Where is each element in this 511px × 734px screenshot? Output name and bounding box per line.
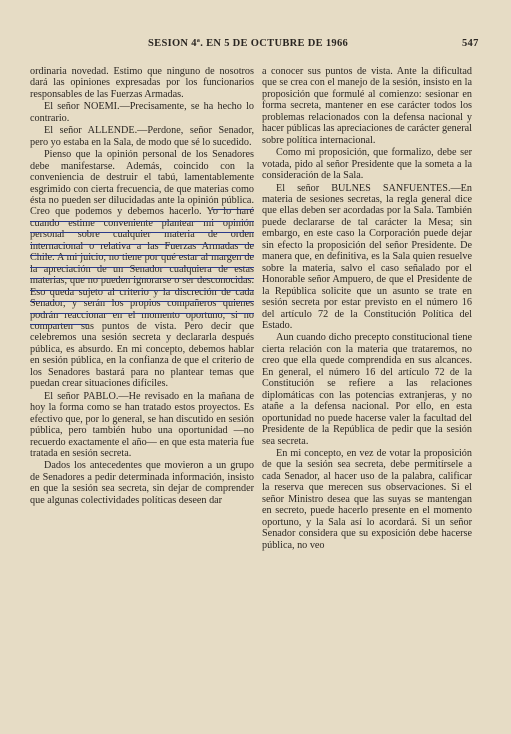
ink-underline xyxy=(30,278,254,279)
ink-underline xyxy=(30,221,254,222)
paragraph: Como mi proposición, que formalizo, debe ser votada, pido al señor Presidente que la someta a la consideración de la Sala. xyxy=(262,147,472,182)
ink-underline xyxy=(30,324,88,325)
ink-underline xyxy=(30,301,254,302)
paragraph: Aun cuando dicho precepto constitucional tiene cierta relación con la materia que trataremos, no creo que ella quede comprendida en sus alcances. En general, el número 16 del artículo 72 de la Constitución se refiere a las relaciones diplomáticas con las potencias extranjeras, y no atañe a la defensa nacional. Por ello, en esta oportunidad no puede hacerse valer la facultad del Presidente de la República de pedir que la sesión sea secreta. xyxy=(262,332,472,447)
paragraph: a conocer sus puntos de vista. Ante la dificultad que se crea con el manejo de la sesión, insisto en la proposición que formulé al comienzo: sesionar en forma secreta, mantener en ese carácter todos los problemas relacionados con la defensa nacional y hacer públicas las apreciaciones de carácter general sobre política internacional. xyxy=(262,66,472,146)
ink-underline xyxy=(30,255,254,256)
paragraph: Pienso que la opinión personal de los Senadores debe manifestarse. Además, coincido con la conveniencia de destruir el tabú, lamentablemente esgrimido con cierta frecuencia, de que materias como ésta no pueden ser dilucidadas ante la opinión pública. Creo que podemos y debemos hacerlo. Yo lo haré cuando estime conveniente plantear mi opinión personal sobre cualquier materia de orden internacional o relativa a las Fuerzas Armadas de Chile. A mi juicio, no tiene por qué estar al margen de la apreciación de un Senador cualquiera de estas materias, que no pueden ignorarse o ser desconocidas. Eso queda sujeto al criterio y la discreción de cada Senador, y serán los propios compañeros quienes podrán reaccionar en el momento oportuno, si no comparten sus puntos de vista. Pero decir que celebremos una sesión secreta y declararla después pública, es absurdo. En mi concepto, debemos hablar en sesión pública, en la confianza de que el criterio de los Senadores bastará para no plantear temas que puedan crear situaciones difíciles. xyxy=(30,149,254,390)
paragraph: El señor ALLENDE.—Perdone, señor Senador, pero yo estaba en la Sala, de modo que sé lo sucedido. xyxy=(30,125,254,148)
paragraph: Dados los antecedentes que movieron a un grupo de Senadores a pedir determinada información, insisto en que la sesión sea secreta, sin dejar de comprender que algunas colectividades políticas deseen dar xyxy=(30,460,254,506)
session-title: SESION 4ª. EN 5 DE OCTUBRE DE 1966 xyxy=(148,38,349,49)
paragraph: El señor PABLO.—He revisado en la mañana de hoy la forma como se han tratado estos proyectos. Es efectivo que, por lo general, se han discutido en sesión pública, pero también hubo una oportunidad —no recuerdo exactamente el año— en que esta materia fue tratada en sesión secreta. xyxy=(30,390,254,459)
right-column xyxy=(262,66,472,551)
ink-underline xyxy=(30,232,254,233)
ink-underline xyxy=(212,209,254,210)
ink-underline xyxy=(30,313,254,314)
ink-underline xyxy=(30,244,254,245)
ink-underline xyxy=(30,267,254,268)
paragraph: El señor BULNES SANFUENTES.—En materia de sesiones secretas, la regla general dice que ellas deben ser acordadas por la Sala. También puede declararse de tal carácter la Mesa; sin embargo, en este caso la Corporación puede dejar sin efecto la proposición del señor Presidente. De manera que, en definitiva, es la Sala quien resuelve sobre la materia, salvo el caso señalado por el Honorable señor Ampuero, de que el Presidente de la República solicite que un asunto se trate en sesión secreta por estar previsto en el número 16 del artículo 72 de la Constitución Política del Estado. xyxy=(262,182,472,331)
paragraph: ordinaria novedad. Estimo que ninguno de nosotros dará las opiniones expresadas por los funcionarios responsables de las Fuerzas Armadas. xyxy=(30,66,254,100)
left-column xyxy=(30,66,254,506)
paragraph: El señor NOEMI.—Precisamente, se ha hecho lo contrario. xyxy=(30,101,254,124)
page-number: 547 xyxy=(462,38,479,49)
ink-underline xyxy=(30,290,254,291)
paragraph: En mi concepto, en vez de votar la proposición de que la sesión sea secreta, debe permitírsele a cada Senador, al hacer uso de la palabra, calificar la reserva que merecen sus observaciones. Si el señor Ministro desea que las suyas se mantengan en secreto, puede hacerlo presente en el momento oportuno, y la Sala así lo acordará. Si un señor Senador considera que su exposición debe hacerse pública, no veo xyxy=(262,447,472,551)
